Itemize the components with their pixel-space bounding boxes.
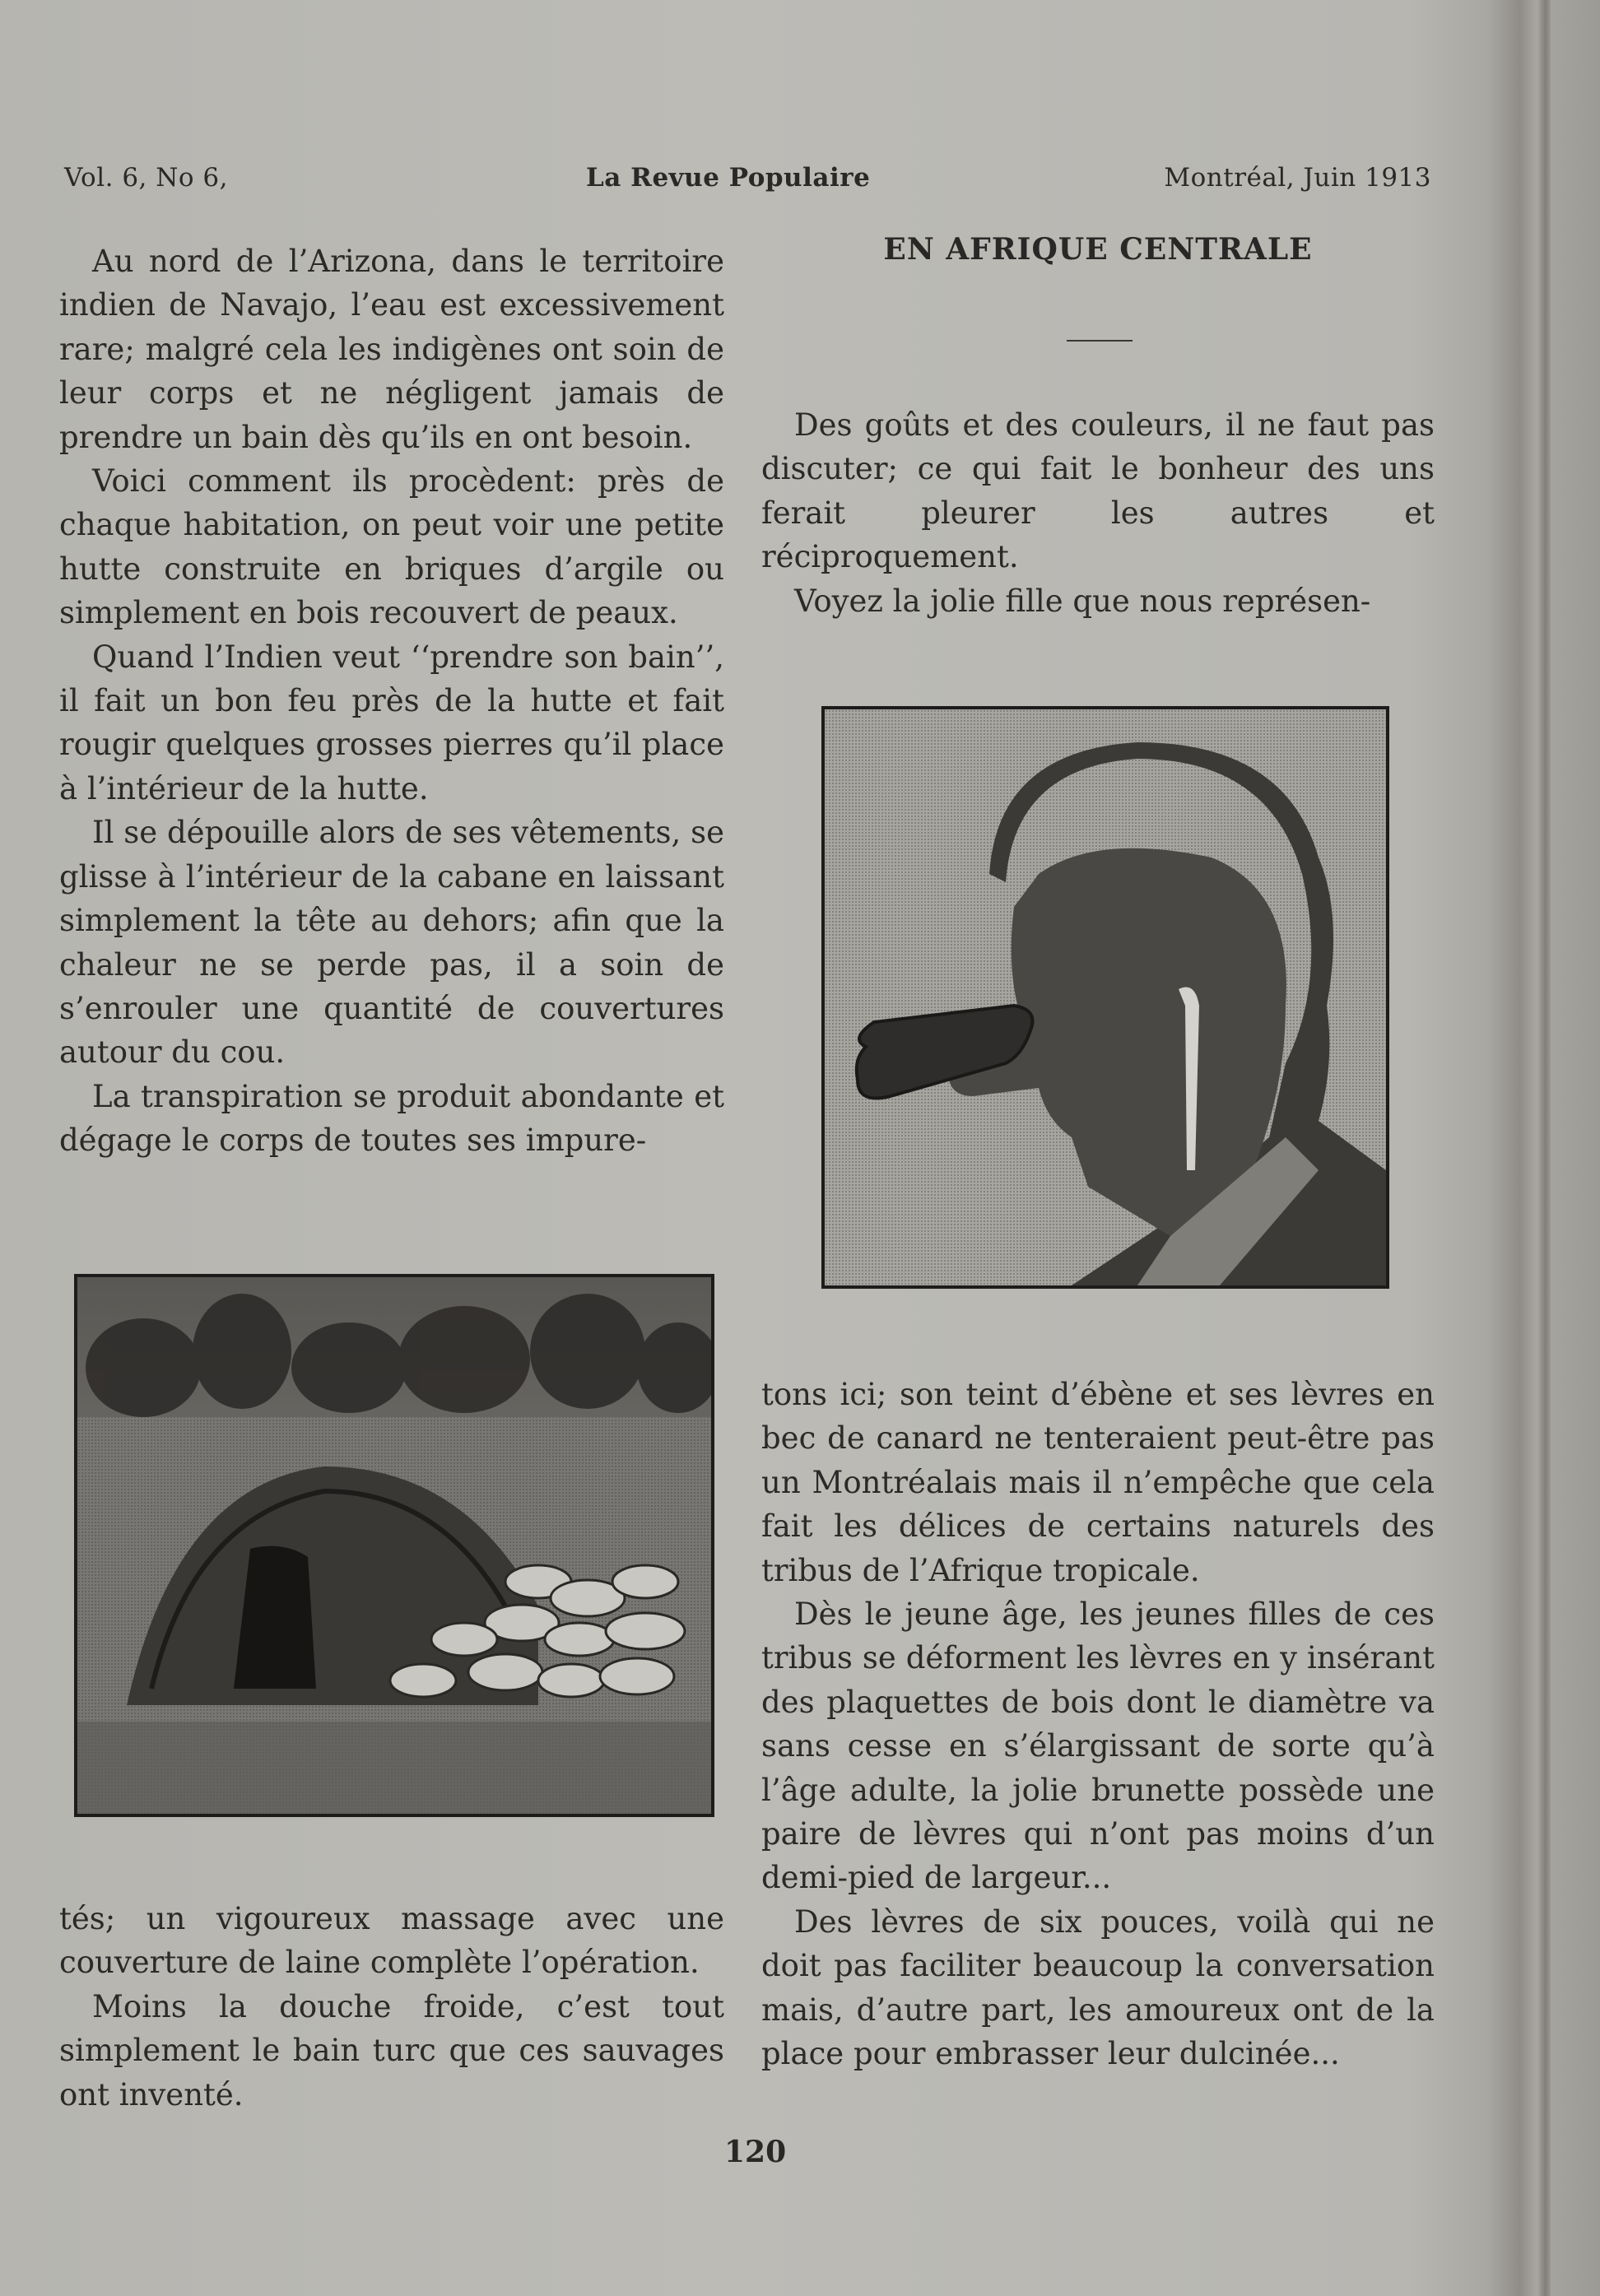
title-rule xyxy=(1067,340,1133,342)
paragraph: Moins la douche froide, c’est tout simplement le bain turc que ces sauvages ont inventé. xyxy=(59,1988,724,2112)
portrait-photo xyxy=(821,706,1389,1289)
paragraph: Dès le jeune âge, les jeunes filles de ces tribus se déforment les lèvres en y insérant des plaquettes de bois dont le diamètre va sans cesse en s’élargissant de sorte qu’à l’âge adulte, la jolie brunette possède une paire de lèvres qui n’ont pas moins d’un demi-pied de largeur... xyxy=(761,1597,1435,1896)
paragraph: Il se dépouille alors de ses vêtements, se glisse à l’intérieur de la cabane en laissant simplement la tête au dehors; afin que la chaleur ne se perde pas, il a soin de s’enrouler une quantité de couvertures autour du cou. xyxy=(59,815,724,1071)
paragraph: Au nord de l’Arizona, dans le territoire indien de Navajo, l’eau est excessivement rare; malgré cela les indigènes ont soin de leur corps et ne négligent jamais de prendre un bain dès qu’ils en ont besoin. xyxy=(59,244,724,455)
paragraph: Voyez la jolie fille que nous représen- xyxy=(794,583,1371,619)
volume-number: Vol. 6, No 6, xyxy=(64,163,228,193)
sweat-lodge-photo xyxy=(74,1274,714,1817)
paragraph: Quand l’Indien veut ‘‘prendre son bain’’, il fait un bon feu près de la hutte et fait rougir quelques grosses pierres qu’il place à l’intérieur de la hutte. xyxy=(59,639,724,806)
paragraph: Voici comment ils procèdent: près de chaque habitation, on peut voir une petite hutte construite en briques d’argile ou simplement en bois recouvert de peaux. xyxy=(59,463,724,631)
left-column-top xyxy=(59,239,724,1163)
paragraph: Des goûts et des couleurs, il ne faut pas discuter; ce qui fait le bonheur des uns ferait pleurer les autres et réciproquement. xyxy=(761,407,1435,575)
paragraph: Des lèvres de six pouces, voilà qui ne doit pas faciliter beaucoup la conversation mais, d’autre part, les amoureux ont de la place pour embrasser leur dulcinée... xyxy=(761,1903,1435,2072)
paragraph: La transpiration se produit abondante et dégage le corps de toutes ses impure- xyxy=(59,1078,724,1159)
place-date: Montréal, Juin 1913 xyxy=(1164,163,1431,193)
page-number: 120 xyxy=(724,2135,787,2169)
magazine-title: La Revue Populaire xyxy=(586,163,871,193)
article-title: EN AFRIQUE CENTRALE xyxy=(883,232,1313,267)
paragraph-continuation: tons ici; son teint d’ébène et ses lèvres en bec de canard ne tenteraient peut-être pas un Montréalais mais il n’empêche que cela fait les délices de certains naturels des tribus de l’Afrique tropicale. xyxy=(761,1377,1435,1588)
page-gutter-shadow xyxy=(1537,0,1551,2296)
portrait-illustration xyxy=(825,709,1386,1285)
left-column-bottom xyxy=(59,1897,724,2117)
sweat-lodge-illustration xyxy=(77,1277,711,1814)
paragraph-continuation: tés; un vigoureux massage avec une couverture de laine complète l’opération. xyxy=(59,1901,724,1981)
right-column-bottom xyxy=(761,1373,1435,2076)
right-column-top xyxy=(761,403,1435,623)
